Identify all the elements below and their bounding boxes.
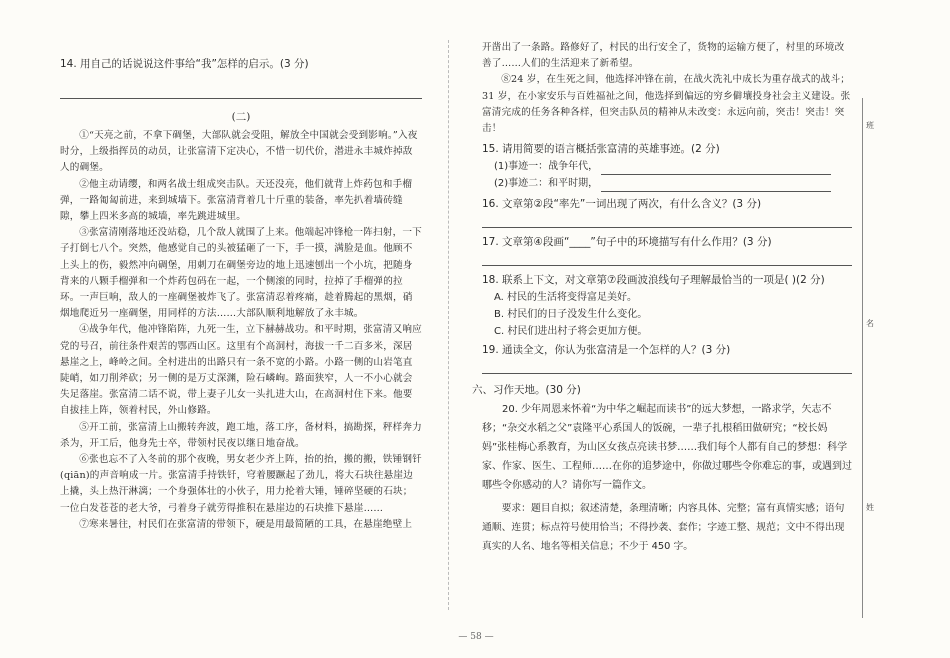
- option-b[interactable]: B. 村民们的日子没发生什么变化。: [494, 309, 648, 321]
- section-title: (二): [231, 111, 251, 123]
- answer-line-17[interactable]: [482, 253, 852, 266]
- side-label-surname: 姓: [866, 503, 874, 512]
- paragraph-5: ⑤开工前，张富清上山搬转奔波，跑工地，落工序，备材料，搞勘探，秤样奔力杀为，开工后，他身先士卒，带领村民夜以继日地奋战。: [60, 421, 422, 449]
- left-column: [60, 56, 422, 533]
- question-15-item-1: [494, 159, 852, 175]
- question-14: 14. 用自己的话说说这件事给“我”怎样的启示。(3 分): [60, 58, 309, 70]
- paragraph-8: ⑧24 岁，在生死之间，他选择冲锋在前，在战火洗礼中成长为重存战式的战斗；31 岁，在小家安乐与百姓福祉之间，他选择到偏远的穷乡僻壤投身社会主义建设。张富清完成的任务各种各样，但突击队员的精神从未改变：永远向前，突击！突击！突击！: [482, 74, 851, 135]
- paragraph-3: ③张富清刚落地还没站稳，几个敌人就围了上来。他端起冲锋枪一阵扫射，一下子打倒七八个。突然，他感觉自己的头被猛砸了一下，手一摸，满脸是血。他顾不上头上的伤，毅然冲向碉堡，用刺刀在碉堡旁边的地上迅速刨出一个小坑，把随身背来的八颗手榴弹和一个炸药包码在一起，一个侧滚的同时，拉掉了手榴弹的拉环。一声巨响，敌人的一座碉堡被炸飞了。张富清忍着疼痛，趁着腾起的黑烟，硝烟地爬近另一座碉堡，用同样的方法……大部队顺利地解放了永丰城。: [60, 227, 422, 320]
- binding-margin: [862, 98, 875, 618]
- question-17: 17. 文章第④段画“____”句子中的环境描写有什么作用？(3 分): [482, 236, 772, 249]
- answer-line-15-2[interactable]: [601, 179, 831, 192]
- answer-line-19[interactable]: [482, 361, 852, 374]
- question-15-item-1-label: (1)事迹一：战争年代，: [494, 161, 599, 173]
- paragraph-1: ①“天亮之前，不拿下碉堡，大部队就会受阻，解放全中国就会受到影响。”入夜时分，上级指挥员的动员，让张富清下定决心，不惜一切代价，潜进永丰城炸掉敌人的碉堡。: [60, 130, 418, 174]
- answer-line-15-1[interactable]: [601, 162, 831, 175]
- paragraph-7-cont: 开凿出了一条路。路修好了，村民的出行安全了，货物的运输方便了，村里的环境改善了……人们的生活迎来了新希望。: [482, 42, 845, 70]
- paragraph-7: ⑦寒来暑往，村民们在张富清的带领下，硬是用最简陋的工具，在悬崖绝壁上: [79, 518, 413, 530]
- question-18: 18. 联系上下文，对文章第⑦段画波浪线句子理解最恰当的一项是( )(2 分): [482, 274, 825, 287]
- question-16: 16. 文章第②段“率先”一词出现了两次，有什么含义？(3 分): [482, 198, 762, 211]
- question-20: 20. 少年周恩来怀着“为中华之崛起而读书”的远大梦想，一路求学，矢志不移；“杂交水稻之父”袁隆平心系国人的饭碗，一辈子扎根稻田做研究；“校长妈妈”张桂梅心系教育，为山区女孩点亮读书梦……我们每个人都有自己的梦想：科学家、作家、医生、工程师……在你的追梦途中，你做过哪些令你难忘的事，或遇到过哪些令你感动的人？请你写一篇作文。: [482, 404, 852, 492]
- center-divider: [448, 40, 449, 610]
- paragraph-6: ⑥张也忘不了入冬前的那个夜晚，男女老少齐上阵，抬的抬，搬的搬，铁锤钢钎(qiān)的声音响成一片。张富清手持铁钎，穹着腰蹶起了劲儿，将大石块往悬崖边上撬，头上热汗淋漓；一个身强体壮的小伙子，用力抡着大锤，锤碎坚硬的石块；一位白发苍苍的老大爷，弓着身子就劳得推积在悬崖边的石块推下悬崖……: [60, 454, 422, 514]
- answer-line-14: [60, 86, 422, 99]
- section-6-title: 六、习作天地。(30 分): [472, 384, 581, 397]
- question-19: 19. 通读全文，你认为张富清是一个怎样的人？(3 分): [482, 344, 731, 357]
- answer-line-16[interactable]: [482, 215, 852, 228]
- writing-requirements: 要求：题目自拟；叙述清楚，条理清晰；内容具体、完整；富有真情实感；语句通顺、连贯；标点符号使用恰当；不得抄袭、套作；字迹工整、规范；文中不得出现真实的人名、地名等相关信息；不少于 450 字。: [482, 503, 845, 553]
- side-label-class: 班: [866, 121, 874, 130]
- side-label-name: 名: [866, 319, 874, 328]
- option-c[interactable]: C. 村民们进出村子将会更加方便。: [494, 326, 648, 338]
- option-a[interactable]: A. 村民的生活将变得富足美好。: [494, 292, 638, 304]
- paragraph-4: ④战争年代，他冲锋陷阵，九死一生，立下赫赫战功。和平时期，张富清又响应党的号召，前往条件艰苦的鄂西山区。这里有个高洞村，海拔一千二百多米，深居悬崖之上，峰岭之间。全村进出的出路只有一条不宽的小路。小路一侧的山岩笔直陡峭，如刀削斧砍；另一侧的是万丈深渊，险石嶙峋。路面狭窄，人一不小心就会失足落崖。张富清二话不说，带上妻子儿女一头扎进大山，在高洞村住下来。他要自拔挂上阵，领着村民，外山修路。: [60, 324, 422, 417]
- question-15-item-2-label: (2)事迹二：和平时期，: [494, 178, 599, 190]
- paragraph-2: ②他主动请缨，和两名战士组成突击队。天还没亮，他们就背上炸药包和手榴弹，一路匍匐前进，来到城墙下。张富清背着几十斤重的装备，率先扒着墙砖缝隙，攀上四米多高的城墙，率先跳进城里。: [60, 178, 413, 223]
- page-number: — 58 —: [458, 632, 494, 642]
- question-15-item-2: [494, 176, 852, 192]
- question-15: 15. 请用简要的语言概括张富清的英雄事迹。(2 分): [482, 143, 720, 156]
- right-column: [472, 40, 852, 556]
